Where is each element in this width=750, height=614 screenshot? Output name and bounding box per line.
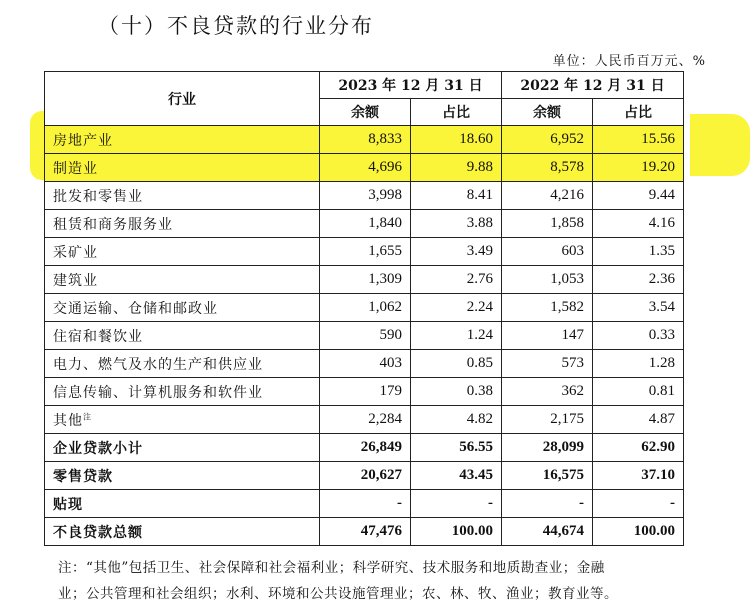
cell-r23: 9.88: [411, 154, 502, 182]
cell-b22: 16,575: [502, 462, 593, 490]
cell-r23: 4.82: [411, 406, 502, 434]
cell-r23: 3.88: [411, 210, 502, 238]
cell-r23: 43.45: [411, 462, 502, 490]
header-industry: 行业: [45, 72, 320, 126]
industry-name: 租赁和商务服务业: [45, 210, 320, 238]
industry-name: 建筑业: [45, 266, 320, 294]
industry-name: 不良贷款总额: [45, 518, 320, 546]
cell-r22: 19.20: [593, 154, 684, 182]
cell-b22: 1,582: [502, 294, 593, 322]
cell-b23: 47,476: [320, 518, 411, 546]
table-row: [45, 322, 684, 350]
section-title: （十）不良贷款的行业分布: [98, 14, 374, 38]
cell-r22: -: [593, 490, 684, 518]
cell-r22: 37.10: [593, 462, 684, 490]
cell-b23: 26,849: [320, 434, 411, 462]
cell-r22: 1.28: [593, 350, 684, 378]
cell-b23: 1,309: [320, 266, 411, 294]
cell-b23: 20,627: [320, 462, 411, 490]
cell-r23: 1.24: [411, 322, 502, 350]
cell-r22: 1.35: [593, 238, 684, 266]
unit-label: 单位：人民币百万元、%: [552, 54, 706, 69]
industry-name: 制造业: [45, 154, 320, 182]
footnote-line-1: 注：“其他”包括卫生、社会保障和社会福利业；科学研究、技术服务和地质勘查业；金融: [58, 560, 605, 576]
cell-b23: 8,833: [320, 126, 411, 154]
cell-b22: 44,674: [502, 518, 593, 546]
cell-b23: 179: [320, 378, 411, 406]
cell-b23: 590: [320, 322, 411, 350]
cell-b23: 1,840: [320, 210, 411, 238]
cell-r23: 0.85: [411, 350, 502, 378]
cell-b22: 573: [502, 350, 593, 378]
cell-b22: 8,578: [502, 154, 593, 182]
cell-r22: 2.36: [593, 266, 684, 294]
cell-r22: 4.87: [593, 406, 684, 434]
industry-name: 房地产业: [45, 126, 320, 154]
cell-b23: 1,062: [320, 294, 411, 322]
cell-b23: 1,655: [320, 238, 411, 266]
cell-r22: 100.00: [593, 518, 684, 546]
footnote-line-2: 业；公共管理和社会组织；水利、环境和公共设施管理业；农、林、牧、渔业；教育业等。: [58, 586, 618, 602]
cell-b23: 3,998: [320, 182, 411, 210]
table-row: [45, 266, 684, 294]
header-balance-2022: 余额: [502, 99, 593, 126]
industry-name: 其他$^注$: [45, 406, 320, 434]
industry-name: 零售贷款: [45, 462, 320, 490]
industry-name: 采矿业: [45, 238, 320, 266]
table-row: [45, 434, 684, 462]
cell-r23: 100.00: [411, 518, 502, 546]
cell-b22: 1,858: [502, 210, 593, 238]
footnote: [58, 555, 698, 607]
cell-r23: 2.24: [411, 294, 502, 322]
table-row: [45, 154, 684, 182]
cell-r22: 3.54: [593, 294, 684, 322]
cell-r22: 15.56: [593, 126, 684, 154]
industry-name: 交通运输、仓储和邮政业: [45, 294, 320, 322]
table-row: [45, 462, 684, 490]
table-row: [45, 294, 684, 322]
table-row: [45, 210, 684, 238]
industry-name: 住宿和餐饮业: [45, 322, 320, 350]
cell-r22: 4.16: [593, 210, 684, 238]
table-row: [45, 406, 684, 434]
cell-b22: 28,099: [502, 434, 593, 462]
cell-b22: -: [502, 490, 593, 518]
industry-npl-table: [44, 71, 684, 546]
cell-r23: -: [411, 490, 502, 518]
cell-r22: 0.33: [593, 322, 684, 350]
cell-b23: 4,696: [320, 154, 411, 182]
cell-b22: 603: [502, 238, 593, 266]
industry-name: 电力、燃气及水的生产和供应业: [45, 350, 320, 378]
cell-r23: 2.76: [411, 266, 502, 294]
table-row: [45, 378, 684, 406]
cell-r22: 62.90: [593, 434, 684, 462]
table-row: [45, 182, 684, 210]
footnote-marker: 注: [83, 411, 92, 421]
table-row: [45, 350, 684, 378]
cell-b23: 403: [320, 350, 411, 378]
industry-name: 企业贷款小计: [45, 434, 320, 462]
highlighter-mark-right: [690, 114, 750, 176]
cell-r22: 9.44: [593, 182, 684, 210]
cell-b22: 1,053: [502, 266, 593, 294]
industry-name: 贴现: [45, 490, 320, 518]
table-row: [45, 238, 684, 266]
cell-b22: 362: [502, 378, 593, 406]
industry-name: 信息传输、计算机服务和软件业: [45, 378, 320, 406]
table-row: [45, 490, 684, 518]
cell-b23: 2,284: [320, 406, 411, 434]
cell-r23: 3.49: [411, 238, 502, 266]
cell-r23: 0.38: [411, 378, 502, 406]
cell-r23: 8.41: [411, 182, 502, 210]
highlighter-mark-left: [30, 111, 45, 180]
cell-b22: 147: [502, 322, 593, 350]
cell-r23: 56.55: [411, 434, 502, 462]
cell-b22: 6,952: [502, 126, 593, 154]
table-row: [45, 518, 684, 546]
cell-b22: 4,216: [502, 182, 593, 210]
cell-b23: -: [320, 490, 411, 518]
header-ratio-2022: 占比: [593, 99, 684, 126]
cell-r23: 18.60: [411, 126, 502, 154]
table-row: [45, 126, 684, 154]
header-2022: 2022 年 12 月 31 日: [502, 72, 684, 99]
cell-b22: 2,175: [502, 406, 593, 434]
cell-r22: 0.81: [593, 378, 684, 406]
header-2023: 2023 年 12 月 31 日: [320, 72, 502, 99]
header-balance-2023: 余额: [320, 99, 411, 126]
industry-name: 批发和零售业: [45, 182, 320, 210]
header-ratio-2023: 占比: [411, 99, 502, 126]
